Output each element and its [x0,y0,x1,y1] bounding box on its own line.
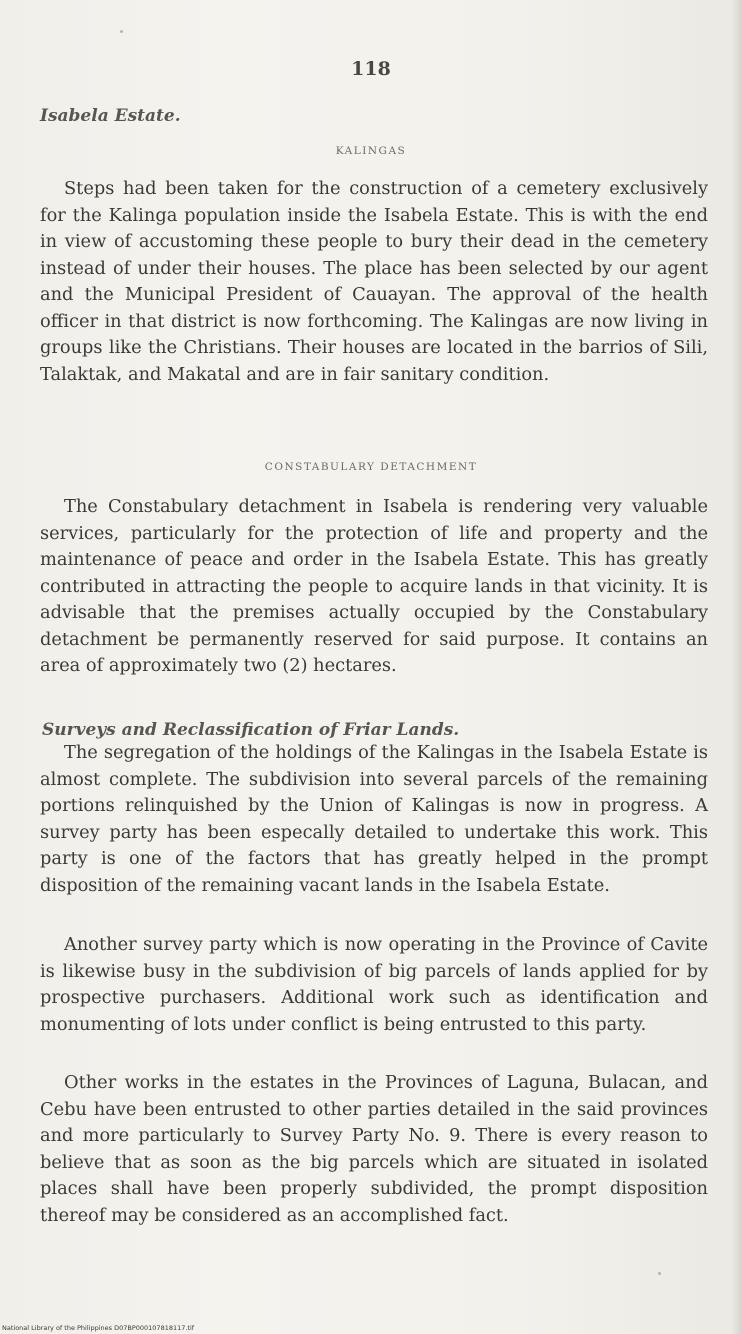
paragraph-survey-other-works: Other works in the estates in the Provinces of Laguna, Bulacan, and Cebu have been entrusted to other parties detailed in the said provinces and more particularly to Survey Party No. 9. There is every reason to believe that as soon as the big parcels which are situated in isolated places shall have been properly subdivided, the prompt disposition thereof may be considered as an accomplished fact. [40,1072,708,1226]
subheading-constabulary: CONSTABULARY DETACHMENT [264,461,478,473]
scan-speck [658,1272,661,1275]
section-heading-isabela-estate: Isabela Estate. [40,106,181,126]
paragraph-survey-cavite: Another survey party which is now operating in the Province of Cavite is likewise busy in the subdivision of big parcels of lands applied for by prospective purchasers. Additional work such as identification and monumenting of lots under conflict is being entrusted to this party. [40,934,708,1035]
page-number: 118 [351,58,391,80]
paragraph-constabulary: The Constabulary detachment in Isabela is rendering very valuable services, particularly for the protection of life and property and the maintenance of peace and order in the Isabela Estate. This has greatly contributed in attracting the people to acquire lands in that vicinity. It is advisable that the premises actually occupied by the Constabulary detachment be permanently reserved for said purpose. It contains an area of approximately two (2) hectares. [40,496,708,676]
subheading-kalingas: KALINGAS [335,145,407,157]
page-edge-shadow [732,0,742,1334]
section-heading-surveys: Surveys and Reclassification of Friar Lands. [42,720,460,740]
scan-speck [120,30,123,33]
paragraph-kalingas: Steps had been taken for the construction of a cemetery exclusively for the Kalinga population inside the Isabela Estate. This is with the end in view of accustoming these people to bury their dead in the cemetery instead of under their houses. The place has been selected by our agent and the Municipal President of Cauayan. The approval of the health officer in that district is now forthcoming. The Kalingas are now living in groups like the Christians. Their houses are located in the barrios of Sili, Talaktak, and Makatal and are in fair sanitary condition. [40,178,708,385]
scan-footer-caption: National Library of the Philippines D07BP000107818117.tif [2,1324,195,1332]
paragraph-survey-segregation: The segregation of the holdings of the Kalingas in the Isabela Estate is almost complete. The subdivision into several parcels of the remaining portions relinquished by the Union of Kalingas is now in progress. A survey party has been especally detailed to undertake this work. This party is one of the factors that has greatly helped in the prompt disposition of the remaining vacant lands in the Isabela Estate. [40,742,708,896]
